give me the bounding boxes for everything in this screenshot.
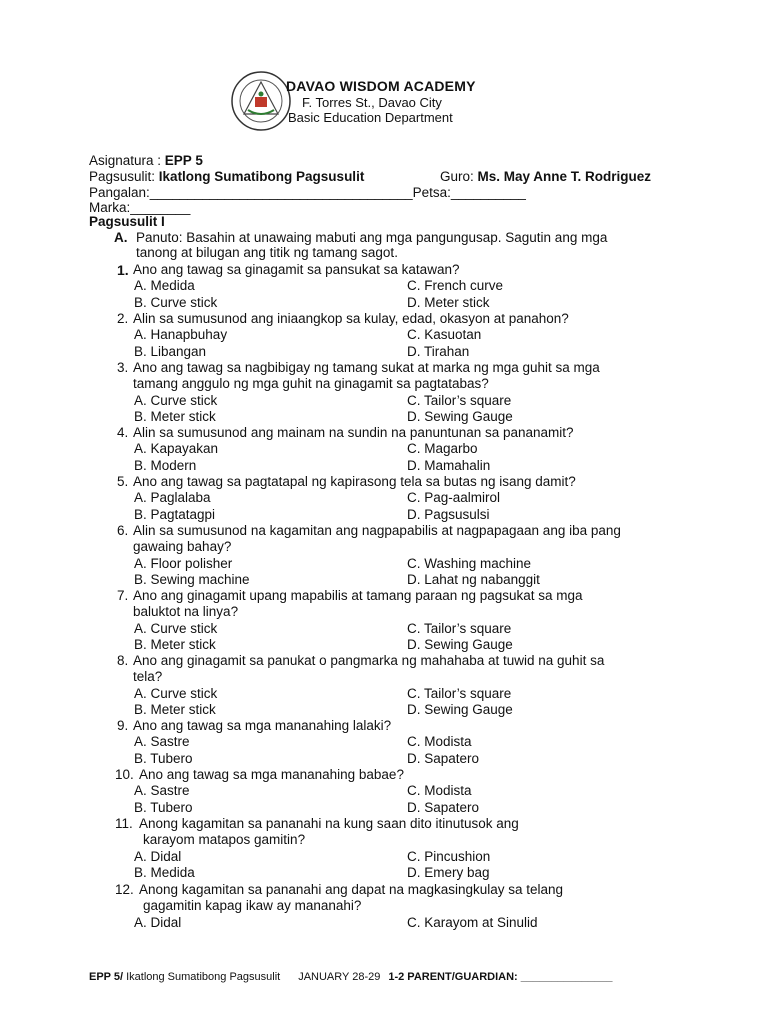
answer-option-b[interactable]: B. Curve stick	[134, 294, 218, 310]
footer-date: JANUARY 28-29	[298, 971, 381, 983]
question-text: baluktot na linya?	[133, 604, 239, 620]
question-text: Alin sa sumusunod na kagamitan ang nagpapabilis at nagpapagaan ang iba pang	[133, 523, 621, 538]
answer-option-d[interactable]: D. Tirahan	[407, 343, 470, 359]
answer-option-b[interactable]: B. Tubero	[134, 799, 193, 815]
answer-option-a[interactable]: A. Medida	[134, 278, 195, 294]
answer-option-a[interactable]: A. Curve stick	[134, 685, 218, 701]
question-text: Ano ang tawag sa ginagamit sa pansukat sa katawan?	[133, 262, 460, 277]
question-text: Ano ang tawag sa pagtatapal ng kapirasong tela sa butas ng isang damit?	[133, 474, 576, 489]
question-number: 12.	[115, 882, 134, 897]
question-number: 11.	[115, 816, 133, 831]
answer-option-b[interactable]: B. Meter stick	[134, 636, 216, 652]
question-text: Ano ang ginagamit upang mapabilis at tamang paraan ng pagsukat sa mga	[133, 588, 583, 603]
answer-option-b[interactable]: B. Modern	[134, 457, 197, 473]
answer-option-c[interactable]: C. Tailor’s square	[407, 392, 512, 408]
asignatura-line	[89, 153, 203, 168]
question-text: Ano ang tawag sa mga mananahing babae?	[139, 767, 404, 782]
asignatura-label: Asignatura :	[89, 153, 165, 168]
page-footer	[89, 971, 613, 983]
answer-option-b[interactable]: B. Medida	[134, 864, 195, 880]
answer-option-b[interactable]: B. Meter stick	[134, 408, 216, 424]
answer-option-c[interactable]: C. Washing machine	[407, 555, 532, 571]
answer-option-b[interactable]: B. Meter stick	[134, 701, 216, 717]
pagsusulit-value: Ikatlong Sumatibong Pagsusulit	[158, 169, 365, 184]
answer-option-b[interactable]: B. Tubero	[134, 750, 193, 766]
question-number: 5.	[117, 474, 129, 489]
question-text: karayom matapos gamitin?	[143, 832, 306, 848]
pagsusulit-label: Pagsusulit:	[89, 169, 159, 184]
answer-option-d[interactable]: D. Mamahalin	[407, 457, 491, 473]
answer-option-c[interactable]: C. Modista	[407, 783, 472, 799]
school-seal-logo	[230, 70, 292, 132]
question-number: 3.	[117, 360, 129, 375]
answer-option-a[interactable]: A. Curve stick	[134, 620, 218, 636]
guro-line	[440, 169, 651, 184]
question-text: Alin sa sumusunod ang mainam na sundin na panuntunan sa pananamit?	[133, 425, 574, 440]
answer-option-a[interactable]: A. Floor polisher	[134, 555, 233, 571]
footer-subject: EPP 5/	[89, 971, 124, 983]
answer-option-a[interactable]: A. Sastre	[134, 783, 190, 799]
question-text: Ano ang tawag sa mga mananahing lalaki?	[133, 718, 392, 733]
answer-option-d[interactable]: D. Emery bag	[407, 864, 490, 880]
answer-option-b[interactable]: B. Libangan	[134, 343, 207, 359]
question-number: 9.	[117, 718, 129, 733]
question-number: 8.	[117, 653, 129, 668]
pagsusulit-line	[89, 169, 364, 184]
answer-option-d[interactable]: D. Sapatero	[407, 799, 480, 815]
section-title: Pagsusulit I	[89, 214, 165, 229]
answer-option-c[interactable]: C. Tailor’s square	[407, 620, 512, 636]
question-text: Alin sa sumusunod ang iniaangkop sa kulay, edad, okasyon at panahon?	[133, 311, 569, 326]
guro-value: Ms. May Anne T. Rodriguez	[477, 169, 652, 184]
answer-option-c[interactable]: C. French curve	[407, 278, 504, 294]
question-text: tela?	[133, 669, 163, 685]
question-text: Anong kagamitan sa pananahi ang dapat na magkasingkulay sa telang	[139, 882, 564, 897]
question-text: Anong kagamitan sa pananahi na kung saan dito itinutusok ang	[139, 816, 519, 831]
question-number: 2.	[117, 311, 129, 326]
question-text: gawaing bahay?	[133, 539, 232, 555]
answer-option-d[interactable]: D. Lahat ng nabanggit	[407, 571, 540, 587]
answer-option-a[interactable]: A. Kapayakan	[134, 441, 219, 457]
question-text: gagamitin kapag ikaw ay mananahi?	[143, 898, 362, 914]
footer-exam: Ikatlong Sumatibong Pagsusulit	[123, 971, 281, 983]
asignatura-value: EPP 5	[164, 153, 203, 168]
school-address: F. Torres St., Davao City	[302, 95, 442, 110]
answer-option-a[interactable]: A. Didal	[134, 848, 182, 864]
question-number: 4.	[117, 425, 129, 440]
answer-option-c[interactable]: C. Magarbo	[407, 441, 478, 457]
school-name: DAVAO WISDOM ACADEMY	[286, 78, 476, 94]
footer-parent-signature: 1-2 PARENT/GUARDIAN: _______________	[388, 971, 613, 983]
instruction-line-1: Panuto: Basahin at unawaing mabuti ang mga pangungusap. Sagutin ang mga	[136, 230, 608, 245]
answer-option-c[interactable]: C. Pag-aalmirol	[407, 490, 501, 506]
question-number: 1.	[117, 262, 129, 278]
school-department: Basic Education Department	[288, 110, 453, 125]
answer-option-d[interactable]: D. Sewing Gauge	[407, 408, 513, 424]
marka-line: Marka:________	[89, 200, 191, 215]
answer-option-c[interactable]: C. Pincushion	[407, 848, 491, 864]
answer-option-d[interactable]: D. Sewing Gauge	[407, 636, 513, 652]
question-text: tamang anggulo ng mga guhit na ginagamit sa pagtatabas?	[133, 376, 489, 392]
answer-option-a[interactable]: A. Hanapbuhay	[134, 327, 228, 343]
question-number: 10.	[115, 767, 134, 782]
answer-option-c[interactable]: C. Kasuotan	[407, 327, 482, 343]
pangalan-petsa-line: Pangalan:___________________________________Petsa:__________	[89, 185, 526, 200]
answer-option-d[interactable]: D. Meter stick	[407, 294, 490, 310]
answer-option-c[interactable]: C. Karayom at Sinulid	[407, 914, 538, 930]
answer-option-d[interactable]: D. Sewing Gauge	[407, 701, 513, 717]
answer-option-d[interactable]: D. Sapatero	[407, 750, 480, 766]
instruction-line-2: tanong at bilugan ang titik ng tamang sagot.	[136, 245, 398, 260]
answer-option-a[interactable]: A. Curve stick	[134, 392, 218, 408]
answer-option-d[interactable]: D. Pagsusulsi	[407, 506, 490, 522]
answer-option-b[interactable]: B. Sewing machine	[134, 571, 250, 587]
answer-option-b[interactable]: B. Pagtatagpi	[134, 506, 216, 522]
answer-option-a[interactable]: A. Paglalaba	[134, 490, 211, 506]
part-letter: A.	[114, 230, 128, 245]
answer-option-a[interactable]: A. Sastre	[134, 734, 190, 750]
answer-option-a[interactable]: A. Didal	[134, 914, 182, 930]
question-number: 7.	[117, 588, 129, 603]
answer-option-c[interactable]: C. Tailor’s square	[407, 685, 512, 701]
guro-label: Guro:	[440, 169, 478, 184]
question-text: Ano ang tawag sa nagbibigay ng tamang sukat at marka ng mga guhit sa mga	[133, 360, 600, 375]
question-text: Ano ang ginagamit sa panukat o pangmarka ng mahahaba at tuwid na guhit sa	[133, 653, 605, 668]
question-number: 6.	[117, 523, 129, 538]
answer-option-c[interactable]: C. Modista	[407, 734, 472, 750]
